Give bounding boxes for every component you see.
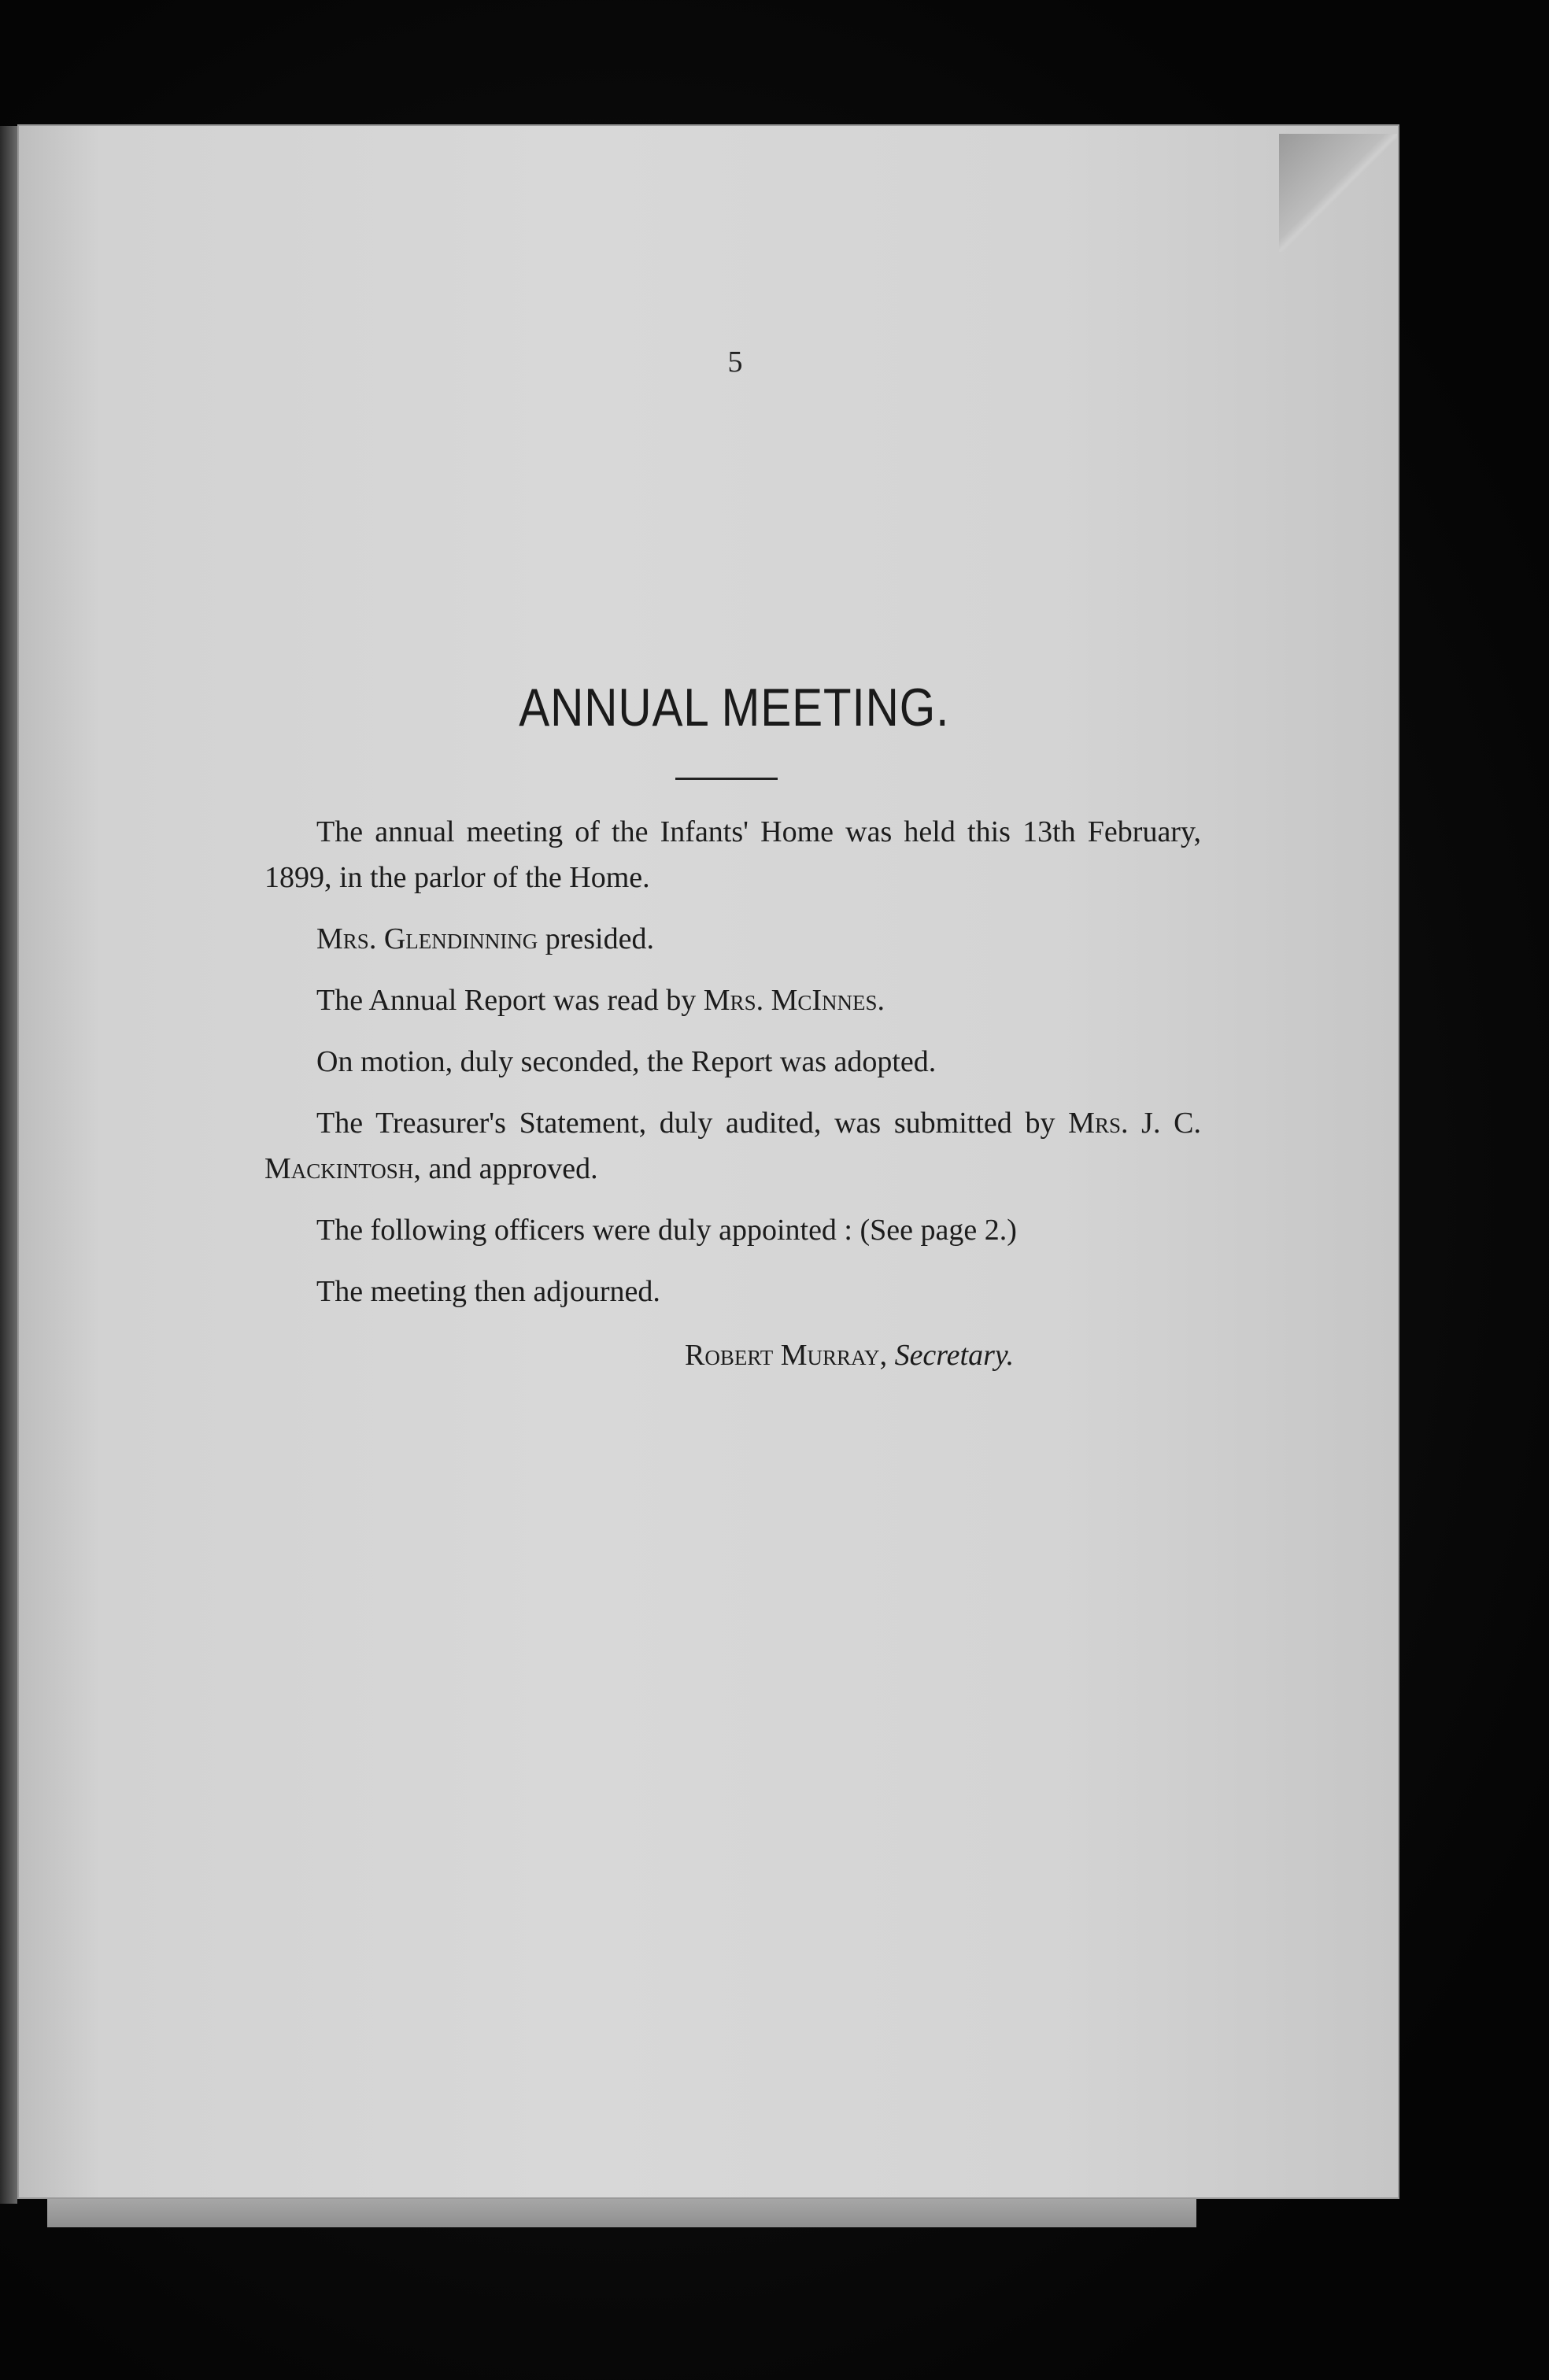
paragraph-text: The Annual Report was read by bbox=[316, 984, 704, 1017]
paragraph-meeting-held bbox=[264, 809, 1201, 900]
minutes-body bbox=[264, 809, 1201, 1330]
paragraph-text: The annual meeting of the Infants' Home was held this 13th February, 1899, in the parlor of the Home. bbox=[264, 815, 1201, 894]
paragraph-text: The following officers were duly appointed : (See page 2.) bbox=[316, 1214, 1017, 1247]
paragraph-text: presided. bbox=[538, 922, 654, 955]
person-name: Mrs. J. C. Mackintosh bbox=[264, 1107, 1201, 1185]
paragraph-text: . bbox=[877, 984, 885, 1017]
signatory-name: Robert Murray bbox=[685, 1339, 880, 1372]
paragraph-report-adopted bbox=[264, 1039, 1201, 1085]
paragraph-officers bbox=[264, 1207, 1201, 1253]
page-bottom-edge bbox=[47, 2196, 1196, 2227]
folded-corner bbox=[1279, 134, 1397, 252]
signature-line bbox=[685, 1338, 1157, 1373]
book-spine bbox=[0, 126, 17, 2204]
person-name: Mrs. McInnes bbox=[703, 984, 878, 1017]
signatory-role: Secretary. bbox=[894, 1339, 1015, 1372]
title-divider bbox=[675, 778, 778, 780]
paragraph-text: On motion, duly seconded, the Report was adopted. bbox=[316, 1045, 937, 1078]
paragraph-adjourned bbox=[264, 1269, 1201, 1314]
signature-separator: , bbox=[879, 1339, 895, 1372]
paragraph-treasurer bbox=[264, 1100, 1201, 1192]
paragraph-text: , and approved. bbox=[413, 1152, 598, 1185]
paragraph-presided bbox=[264, 916, 1201, 962]
paragraph-report-read bbox=[264, 978, 1201, 1023]
paragraph-text: The meeting then adjourned. bbox=[316, 1275, 660, 1308]
person-name: Mrs. Glendinning bbox=[316, 922, 538, 955]
paragraph-text: The Treasurer's Statement, duly audited, was submitted by bbox=[316, 1107, 1069, 1140]
page-title: ANNUAL MEETING. bbox=[519, 678, 950, 737]
page-number: 5 bbox=[727, 346, 743, 379]
